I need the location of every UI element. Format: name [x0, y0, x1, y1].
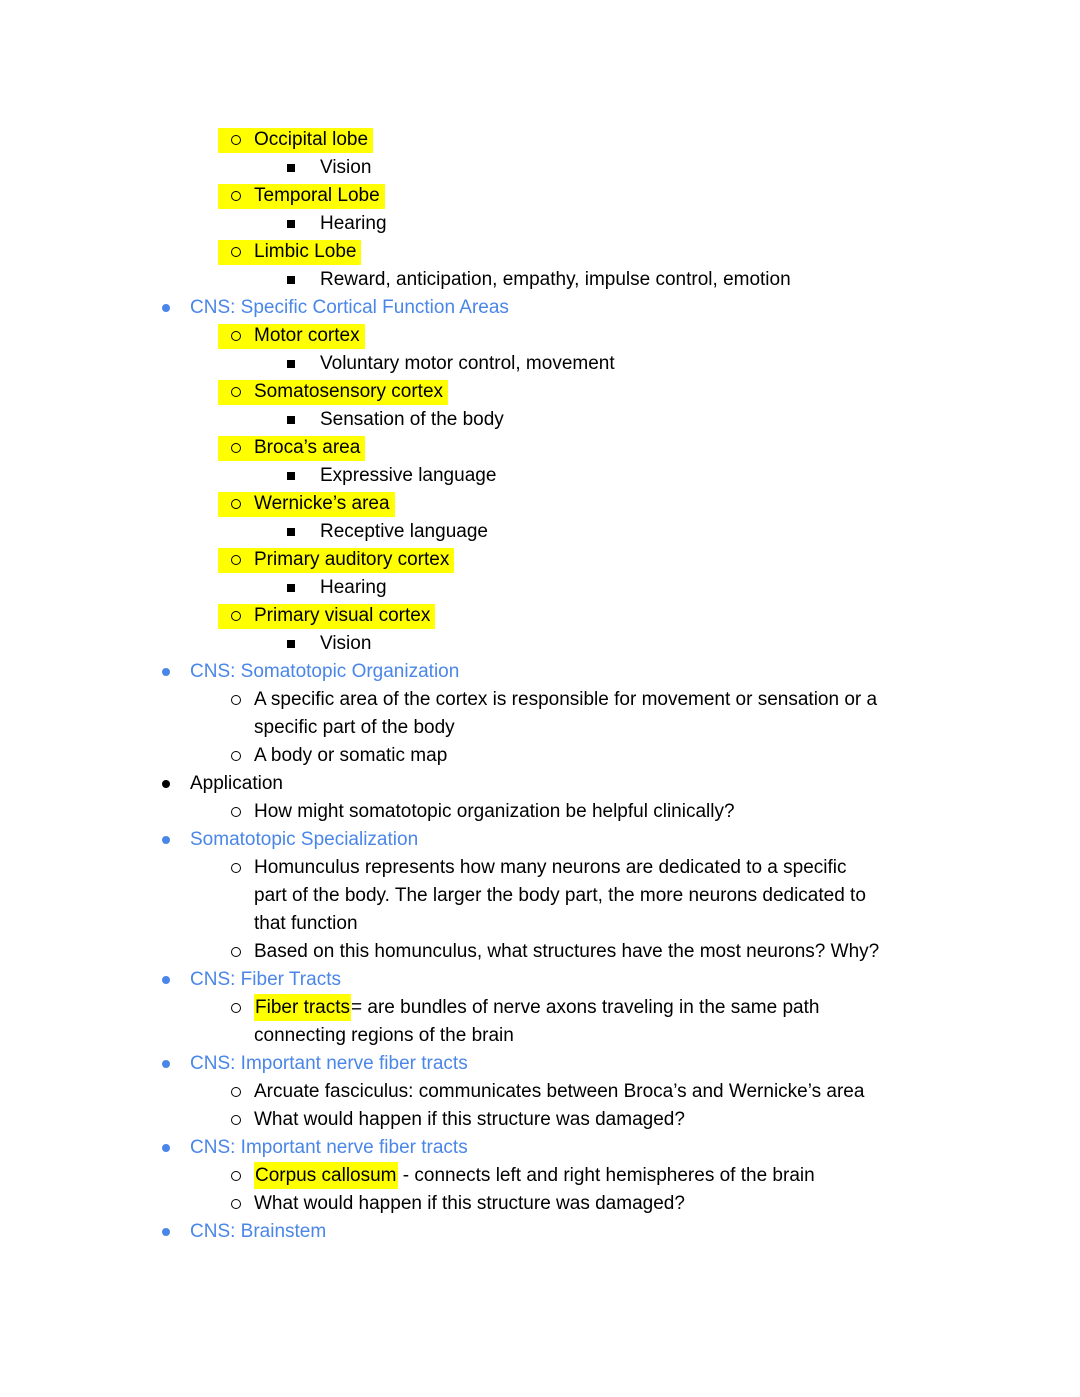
bullet-circle-icon — [218, 751, 254, 761]
list-item — [218, 686, 1000, 714]
list-item-line — [156, 1220, 326, 1245]
text-segment: Vision — [320, 633, 372, 654]
text-segment: Primary auditory cortex — [254, 549, 450, 570]
text-segment: Hearing — [320, 213, 387, 234]
list-item-line — [218, 436, 365, 461]
list-item — [218, 742, 1000, 770]
text-segment: part of the body. The larger the body part, the more neurons dedicated to — [254, 885, 866, 906]
list-item-line — [156, 968, 341, 993]
bullet-circle-icon — [218, 1003, 254, 1013]
text-segment: connecting regions of the brain — [254, 1025, 514, 1046]
text-segment: - connects left and right hemispheres of the brain — [397, 1165, 815, 1186]
text-segment: Reward, anticipation, empathy, impulse control, emotion — [320, 269, 791, 290]
list-item-text — [190, 1221, 326, 1243]
list-item-line — [218, 184, 385, 209]
bullet-disc-icon — [156, 836, 190, 844]
text-segment: Hearing — [320, 577, 387, 598]
list-item — [156, 826, 1000, 854]
list-item-line — [254, 716, 455, 741]
text-segment: Broca’s area — [254, 437, 361, 458]
list-item-line — [218, 1192, 685, 1217]
list-item-text — [254, 885, 866, 907]
list-item — [218, 854, 1000, 882]
list-item-text — [254, 745, 447, 767]
list-item-text — [320, 521, 488, 543]
list-item-continuation — [254, 910, 1000, 938]
list-item-line — [280, 632, 371, 657]
bullet-circle-icon — [218, 1087, 254, 1097]
list-item — [156, 1134, 1000, 1162]
text-segment: Temporal Lobe — [254, 185, 380, 206]
bullet-square-icon — [280, 640, 320, 648]
bullet-disc-icon — [156, 304, 190, 312]
list-item — [218, 798, 1000, 826]
list-item-line — [218, 1108, 685, 1133]
list-item-line — [218, 128, 373, 153]
list-item-text — [254, 129, 368, 151]
list-item — [280, 210, 1000, 238]
list-item — [218, 1106, 1000, 1134]
list-item-line — [280, 352, 615, 377]
list-item-text — [190, 773, 283, 795]
list-item-line — [218, 380, 448, 405]
list-item-text — [254, 997, 819, 1019]
bullet-disc-icon — [156, 1144, 190, 1152]
text-segment: Voluntary motor control, movement — [320, 353, 615, 374]
list-item-line — [218, 744, 447, 769]
bullet-circle-icon — [218, 947, 254, 957]
list-item-text — [254, 913, 358, 935]
text-segment: Sensation of the body — [320, 409, 504, 430]
text-segment: CNS: Brainstem — [190, 1221, 327, 1242]
bullet-circle-icon — [218, 1115, 254, 1125]
bullet-circle-icon — [218, 1199, 254, 1209]
list-item-text — [190, 829, 418, 851]
list-item-continuation — [254, 714, 1000, 742]
list-item-text — [254, 1081, 864, 1103]
list-item-text — [320, 213, 387, 235]
text-segment: that function — [254, 913, 358, 934]
list-item — [218, 546, 1000, 574]
text-segment: CNS: Somatotopic Organization — [190, 661, 460, 682]
list-item-text — [320, 353, 615, 375]
list-item-line — [218, 324, 365, 349]
text-segment: How might somatotopic organization be helpful clinically? — [254, 801, 735, 822]
list-item — [218, 322, 1000, 350]
list-item-text — [320, 577, 387, 599]
list-item-text — [190, 297, 509, 319]
bullet-disc-icon — [156, 1228, 190, 1236]
list-item-text — [190, 1137, 468, 1159]
list-item-line — [156, 772, 283, 797]
bullet-circle-icon — [218, 387, 254, 397]
bullet-circle-icon — [218, 331, 254, 341]
list-item — [280, 574, 1000, 602]
text-segment: Expressive language — [320, 465, 497, 486]
list-item — [218, 938, 1000, 966]
bullet-circle-icon — [218, 135, 254, 145]
list-item-text — [190, 969, 341, 991]
list-item-line — [218, 240, 361, 265]
list-item-text — [254, 605, 430, 627]
bullet-square-icon — [280, 472, 320, 480]
list-item-line — [218, 492, 395, 517]
list-item-text — [254, 857, 847, 879]
list-item-line — [280, 212, 387, 237]
bullet-circle-icon — [218, 247, 254, 257]
list-item-text — [320, 269, 791, 291]
list-item-line — [218, 996, 819, 1021]
text-segment: Vision — [320, 157, 372, 178]
list-item-text — [254, 1109, 685, 1131]
list-item-continuation — [254, 882, 1000, 910]
list-item-text — [254, 801, 735, 823]
list-item-line — [254, 884, 866, 909]
text-segment: Somatotopic Specialization — [190, 829, 419, 850]
list-item-line — [218, 940, 879, 965]
bullet-circle-icon — [218, 443, 254, 453]
bullet-circle-icon — [218, 555, 254, 565]
bullet-square-icon — [280, 528, 320, 536]
list-item-text — [254, 941, 879, 963]
list-item — [280, 266, 1000, 294]
list-item-line — [156, 1052, 468, 1077]
list-item-line — [280, 520, 488, 545]
list-item-text — [254, 241, 356, 263]
list-item — [156, 1218, 1000, 1246]
highlighted-text: Corpus callosum — [254, 1162, 398, 1189]
text-segment: Based on this homunculus, what structures have the most neurons? Why? — [254, 941, 880, 962]
list-item — [218, 994, 1000, 1022]
list-item-line — [156, 1136, 468, 1161]
list-item-text — [254, 437, 360, 459]
text-segment: CNS: Specific Cortical Function Areas — [190, 297, 509, 318]
outline-list — [0, 126, 1000, 1246]
text-segment: A specific area of the cortex is responsible for movement or sensation or a — [254, 689, 878, 710]
list-item-text — [254, 493, 390, 515]
list-item — [218, 1162, 1000, 1190]
list-item-continuation — [254, 1022, 1000, 1050]
list-item-line — [156, 296, 509, 321]
list-item-text — [190, 661, 459, 683]
text-segment: Arcuate fasciculus: communicates between Broca’s and Wernicke’s area — [254, 1081, 865, 1102]
list-item-text — [320, 633, 371, 655]
list-item-line — [156, 828, 418, 853]
bullet-square-icon — [280, 416, 320, 424]
text-segment: What would happen if this structure was damaged? — [254, 1193, 685, 1214]
list-item-line — [254, 1024, 514, 1049]
list-item-line — [218, 688, 877, 713]
text-segment: Primary visual cortex — [254, 605, 431, 626]
list-item-line — [218, 856, 847, 881]
bullet-circle-icon — [218, 191, 254, 201]
list-item-text — [254, 717, 455, 739]
bullet-square-icon — [280, 360, 320, 368]
list-item-line — [218, 1164, 815, 1189]
list-item-line — [254, 912, 358, 937]
list-item — [218, 1190, 1000, 1218]
list-item-text — [320, 465, 496, 487]
highlighted-text: Fiber tracts — [254, 994, 351, 1021]
list-item-line — [218, 1080, 864, 1105]
text-segment: Application — [190, 773, 283, 794]
list-item-line — [280, 156, 371, 181]
bullet-disc-icon — [156, 976, 190, 984]
text-segment: Occipital lobe — [254, 129, 369, 150]
text-segment: Limbic Lobe — [254, 241, 357, 262]
list-item — [156, 294, 1000, 322]
list-item — [156, 770, 1000, 798]
list-item-text — [254, 1165, 815, 1187]
list-item — [156, 658, 1000, 686]
list-item — [280, 630, 1000, 658]
bullet-disc-icon — [156, 780, 190, 788]
bullet-circle-icon — [218, 611, 254, 621]
text-segment: Homunculus represents how many neurons are dedicated to a specific — [254, 857, 847, 878]
list-item — [218, 1078, 1000, 1106]
bullet-circle-icon — [218, 499, 254, 509]
list-item — [280, 350, 1000, 378]
list-item — [218, 490, 1000, 518]
text-segment: CNS: Important nerve fiber tracts — [190, 1053, 468, 1074]
list-item-text — [190, 1053, 468, 1075]
list-item-line — [156, 660, 459, 685]
list-item-text — [254, 689, 877, 711]
bullet-square-icon — [280, 220, 320, 228]
list-item-text — [254, 185, 380, 207]
list-item — [280, 518, 1000, 546]
text-segment: Motor cortex — [254, 325, 360, 346]
list-item-text — [320, 409, 504, 431]
list-item — [280, 154, 1000, 182]
list-item-line — [218, 604, 435, 629]
bullet-square-icon — [280, 164, 320, 172]
list-item-text — [254, 381, 443, 403]
bullet-square-icon — [280, 584, 320, 592]
list-item — [218, 602, 1000, 630]
bullet-circle-icon — [218, 807, 254, 817]
bullet-circle-icon — [218, 1171, 254, 1181]
list-item — [156, 966, 1000, 994]
list-item — [218, 238, 1000, 266]
list-item — [156, 1050, 1000, 1078]
list-item-line — [280, 408, 504, 433]
text-segment: CNS: Important nerve fiber tracts — [190, 1137, 468, 1158]
bullet-disc-icon — [156, 1060, 190, 1068]
text-segment: What would happen if this structure was damaged? — [254, 1109, 685, 1130]
text-segment: = are bundles of nerve axons traveling in the same path — [351, 997, 820, 1018]
bullet-disc-icon — [156, 668, 190, 676]
bullet-circle-icon — [218, 863, 254, 873]
list-item-text — [320, 157, 371, 179]
list-item — [280, 406, 1000, 434]
list-item-text — [254, 1025, 514, 1047]
list-item — [280, 462, 1000, 490]
list-item-line — [218, 548, 454, 573]
list-item-line — [218, 800, 735, 825]
bullet-square-icon — [280, 276, 320, 284]
text-segment: specific part of the body — [254, 717, 455, 738]
list-item — [218, 378, 1000, 406]
text-segment: CNS: Fiber Tracts — [190, 969, 341, 990]
list-item-line — [280, 464, 496, 489]
list-item-line — [280, 576, 387, 601]
list-item-text — [254, 549, 449, 571]
list-item — [218, 126, 1000, 154]
list-item-line — [280, 268, 791, 293]
bullet-circle-icon — [218, 695, 254, 705]
list-item-text — [254, 325, 360, 347]
list-item — [218, 182, 1000, 210]
text-segment: Somatosensory cortex — [254, 381, 444, 402]
text-segment: Wernicke’s area — [254, 493, 390, 514]
list-item-text — [254, 1193, 685, 1215]
text-segment: Receptive language — [320, 521, 488, 542]
text-segment: A body or somatic map — [254, 745, 448, 766]
list-item — [218, 434, 1000, 462]
